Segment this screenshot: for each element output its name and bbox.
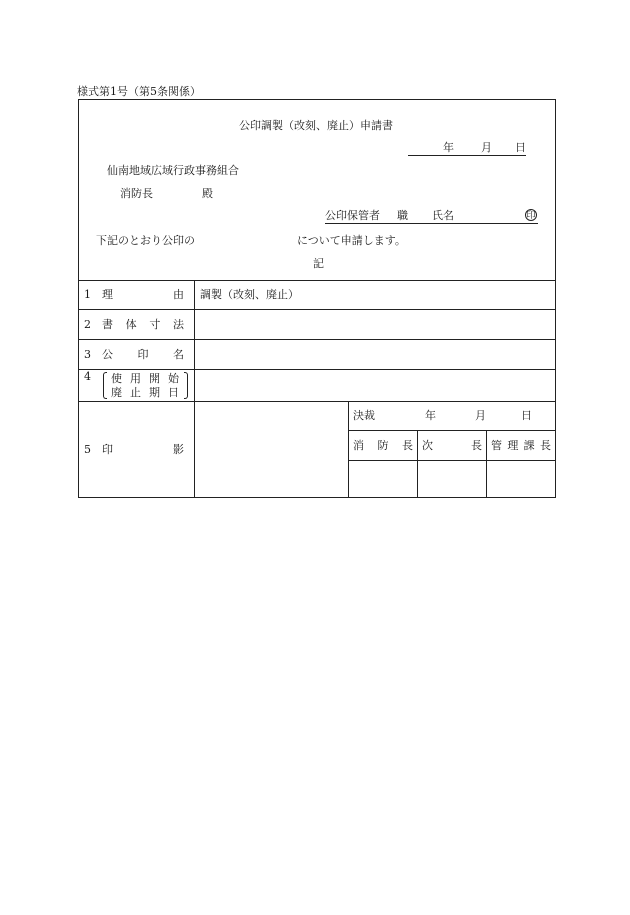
row-3-label: 公印名: [102, 348, 184, 361]
approval-year: 年: [425, 409, 436, 422]
row-4-number: 4: [84, 370, 91, 383]
approval-column-admin-manager: 管理課長: [491, 439, 551, 452]
row-4-label-bottom: 廃止期日: [111, 386, 179, 399]
row-1-number: 1: [84, 288, 91, 301]
ki-marker: 記: [313, 257, 324, 270]
body-text-prefix: 下記のとおり公印の: [96, 234, 195, 247]
approval-column-divider: [417, 430, 418, 498]
applicant-custodian: 公印保管者: [325, 209, 380, 222]
applicant-underline: [325, 223, 538, 224]
row-1-label: 理由: [102, 288, 184, 301]
row-4-label-top: 使用開始: [111, 372, 179, 385]
date-underline: [408, 155, 526, 156]
row-1-value: 調製（改刻、廃止）: [200, 288, 299, 301]
approval-day: 日: [521, 409, 532, 422]
date-year: 年: [443, 141, 454, 154]
row-4-bracket-right: [184, 372, 188, 399]
row-5-number: 5: [84, 443, 91, 456]
approval-decision-label: 決裁: [353, 409, 375, 422]
addressee-chief: 消防長: [120, 187, 153, 200]
row-5-label: 印影: [102, 443, 184, 456]
applicant-title: 職: [397, 209, 408, 222]
date-day: 日: [515, 141, 526, 154]
addressee-honorific: 殿: [202, 187, 213, 200]
row-divider: [78, 369, 556, 370]
applicant-name: 氏名: [432, 209, 454, 222]
row-2-number: 2: [84, 318, 91, 331]
page-title: 公印調製（改刻、廃止）申請書: [239, 119, 393, 132]
approval-column-divider: [486, 430, 487, 498]
addressee-organization: 仙南地域広域行政事務組合: [107, 164, 239, 177]
row-2-label: 書体寸法: [102, 318, 184, 331]
date-month: 月: [481, 141, 492, 154]
seal-icon: 印: [526, 211, 536, 221]
row-divider: [78, 309, 556, 310]
approval-divider: [348, 460, 556, 461]
row-3-number: 3: [84, 348, 91, 361]
body-text-suffix: について申請します。: [297, 234, 406, 247]
approval-left-border: [348, 401, 349, 498]
approval-column-deputy: 次 長: [422, 439, 482, 452]
approval-divider: [348, 430, 556, 431]
row-divider: [78, 401, 556, 402]
row-divider: [78, 339, 556, 340]
approval-month: 月: [475, 409, 486, 422]
form-number: 様式第1号（第5条関係）: [77, 85, 201, 98]
row-divider: [78, 280, 556, 281]
label-column-divider: [194, 280, 195, 498]
approval-column-fire-chief: 消防長: [353, 439, 413, 452]
row-4-bracket-left: [103, 372, 107, 399]
